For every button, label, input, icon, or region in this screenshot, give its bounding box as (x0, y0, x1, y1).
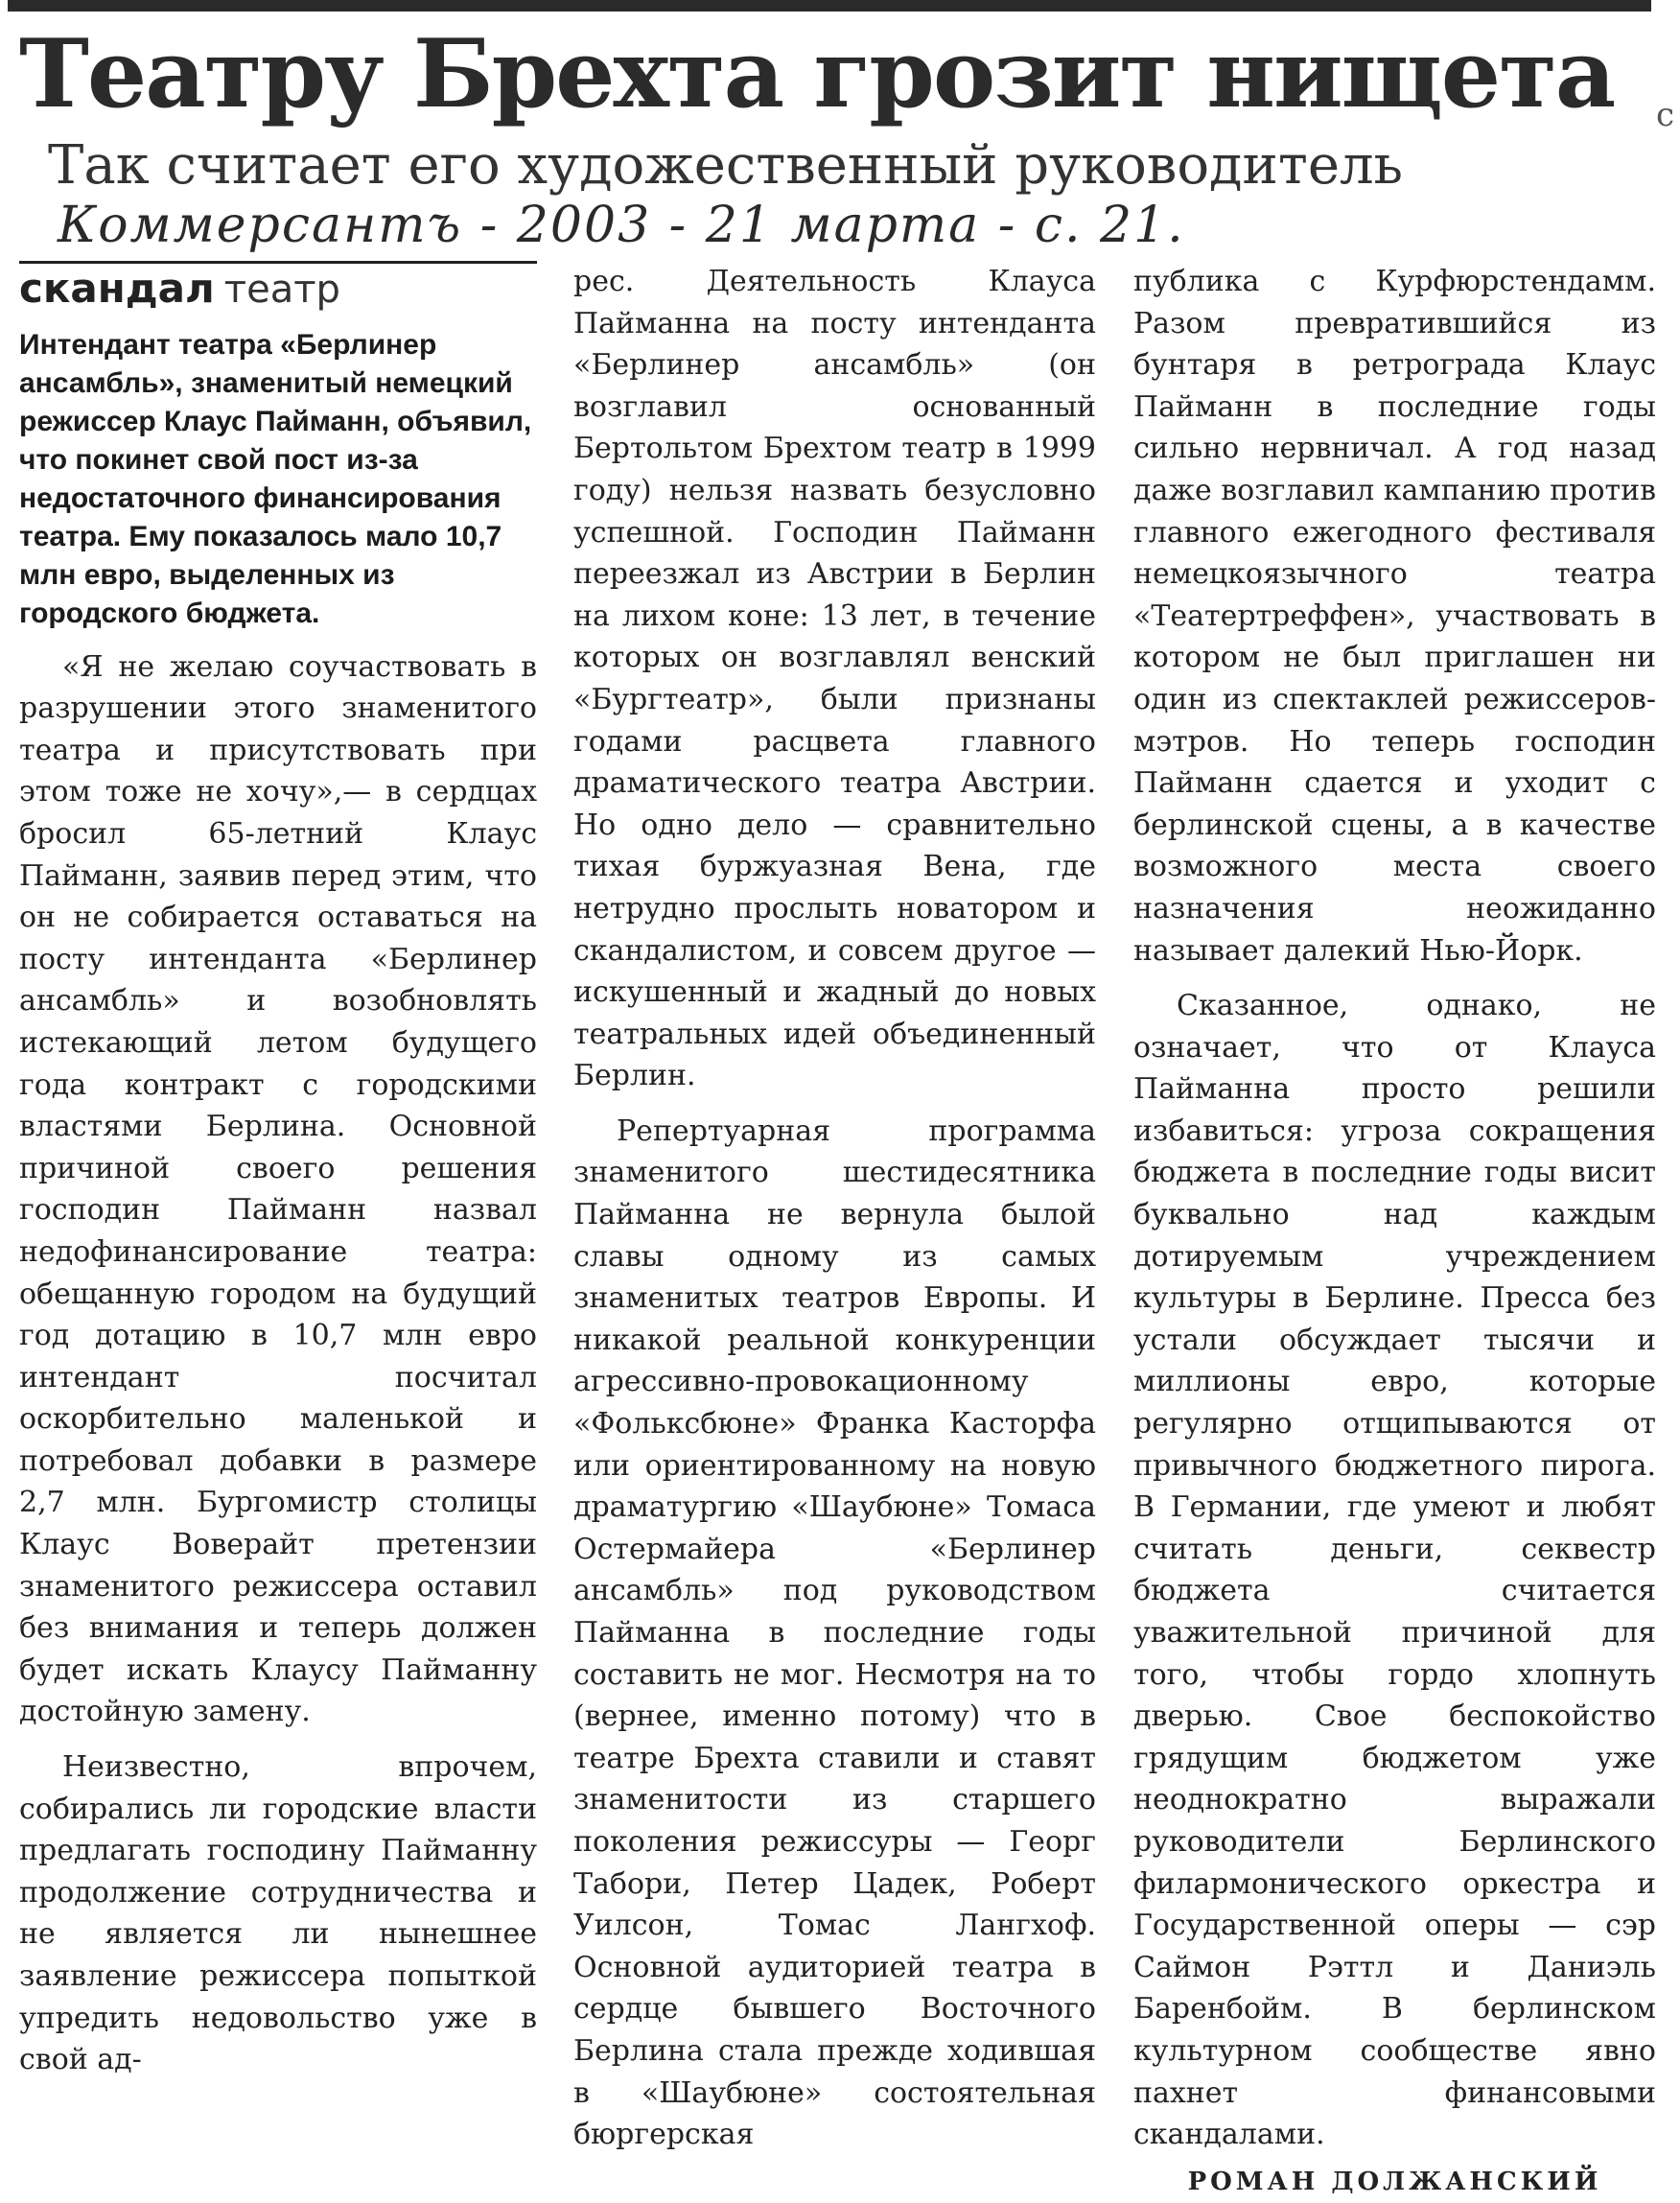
byline: РОМАН ДОЛЖАНСКИЙ (1187, 2167, 1602, 2196)
rubric-primary: скандал (19, 265, 215, 312)
lead-paragraph: Интендант театра «Берлинер ансамбль», знаменитый немецкий режиссер Клаус Пайманн, объявил, что покинет свой пост из-за недостаточного финансирования театра. Ему показалось мало 10,7 млн евро, выделенных из городского бюджета. (19, 328, 532, 629)
column-1 (19, 261, 537, 2081)
body-paragraph: рес. Деятельность Клауса Пайманна на посту интенданта «Берлинер ансамбль» (он возглавил основанный Бертольтом Брехтом театр в 1999 году) нельзя назвать безусловно успешной. Господин Пайманн переезжал из Австрии в Берлин на лихом коне: 13 лет, в течение которых он возглавлял венский «Бургтеатр», были признаны годами расцвета главного драматического театра Австрии. Но одно дело — сравнительно тихая буржуазная Вена, где нетрудно прослыть новатором и скандалистом, и совсем другое — искушенный и жадный до новых театральных идей объединенный Берлин. (573, 265, 1096, 1093)
column-2 (573, 261, 1096, 2156)
column-3 (1133, 261, 1656, 2203)
rubric-secondary: театр (223, 268, 340, 312)
handwritten-note: Коммерсантъ - 2003 - 21 марта - с. 21. (58, 197, 1185, 254)
body-paragraph: «Я не желаю соучаствовать в разрушении этого знаменитого театра и присутствовать при этом тоже не хочу»,— в сердцах бросил 65-летний Клаус Пайманн, заявив перед этим, что он не собирается оставаться на посту интенданта «Берлинер ансамбль» и возобновлять истекающий летом будущего года контракт с городскими властями Берлина. Основной причиной своего решения господин Пайманн назвал недофинансирование театра: обещанную городом на будущий год дотацию в 10,7 млн евро интендант посчитал оскорбительно маленькой и потребовал добавки в размере 2,7 млн. Бургомистр столицы Клаус Воверайт претензии знаменитого режиссера оставил без внимания и теперь должен будет искать Клаусу Пайманну достойную замену. (19, 649, 537, 1729)
body-paragraph: публика с Курфюрстендамм. Разом превратившийся из бунтаря в ретрограда Клаус Пайманн в последние годы сильно нервничал. А год назад даже возглавил кампанию против главного ежегодного фестиваля немецкоязычного театра «Театертреффен», участвовать в котором не был приглашен ни один из спектаклей режиссеров-мэтров. Но теперь господин Пайманн сдается и уходит с берлинской сцены, а в качестве возможного места своего назначения неожиданно называет далекий Нью-Йорк. (1133, 265, 1656, 968)
headline: Театру Брехта грозит нищета (19, 19, 1615, 129)
corner-mark: с (1655, 96, 1674, 134)
body-paragraph: Неизвестно, впрочем, собирались ли городские власти предлагать господину Пайманну продолжение сотрудничества и не является ли нынешнее заявление режиссера попыткой упредить недовольство уже в свой ад- (19, 1750, 537, 2077)
subheadline: Так считает его художественный руководитель (48, 134, 1404, 197)
top-rule (8, 0, 1651, 12)
rubric (19, 261, 537, 315)
body-paragraph: Сказанное, однако, не означает, что от Клауса Пайманна просто решили избавиться: угроза сокращения бюджета в последние годы висит буквально над каждым дотируемым учреждением культуры в Берлине. Пресса без устали обсуждает тысячи и миллионы евро, которые регулярно отщипываются от привычного бюджетного пирога. В Германии, где умеют и любят считать деньги, секвестр бюджета считается уважительной причиной для того, чтобы гордо хлопнуть дверью. Свое беспокойство грядущим бюджетом уже неоднократно выражали руководители Берлинского филармонического оркестра и Государственной оперы — сэр Саймон Рэттл и Даниэль Баренбойм. В берлинском культурном сообществе явно пахнет финансовыми скандалами. (1133, 989, 1656, 2152)
body-paragraph: Репертуарная программа знаменитого шестидесятника Пайманна не вернула былой славы одному из самых знаменитых театров Европы. И никакой реальной конкуренции агрессивно-провокационному «Фольксбюне» Франка Касторфа или ориентированному на новую драматургию «Шаубюне» Томаса Остермайера «Берлинер ансамбль» под руководством Пайманна в последние годы составить не мог. Несмотря на то (вернее, именно потому) что в театре Брехта ставили и ставят знаменитости из старшего поколения режиссуры — Георг Табори, Петер Цадек, Роберт Уилсон, Томас Лангхоф. Основной аудиторией театра в сердце бывшего Восточного Берлина стала прежде ходившая в «Шаубюне» состоятельная бюргерская (573, 1113, 1096, 2152)
